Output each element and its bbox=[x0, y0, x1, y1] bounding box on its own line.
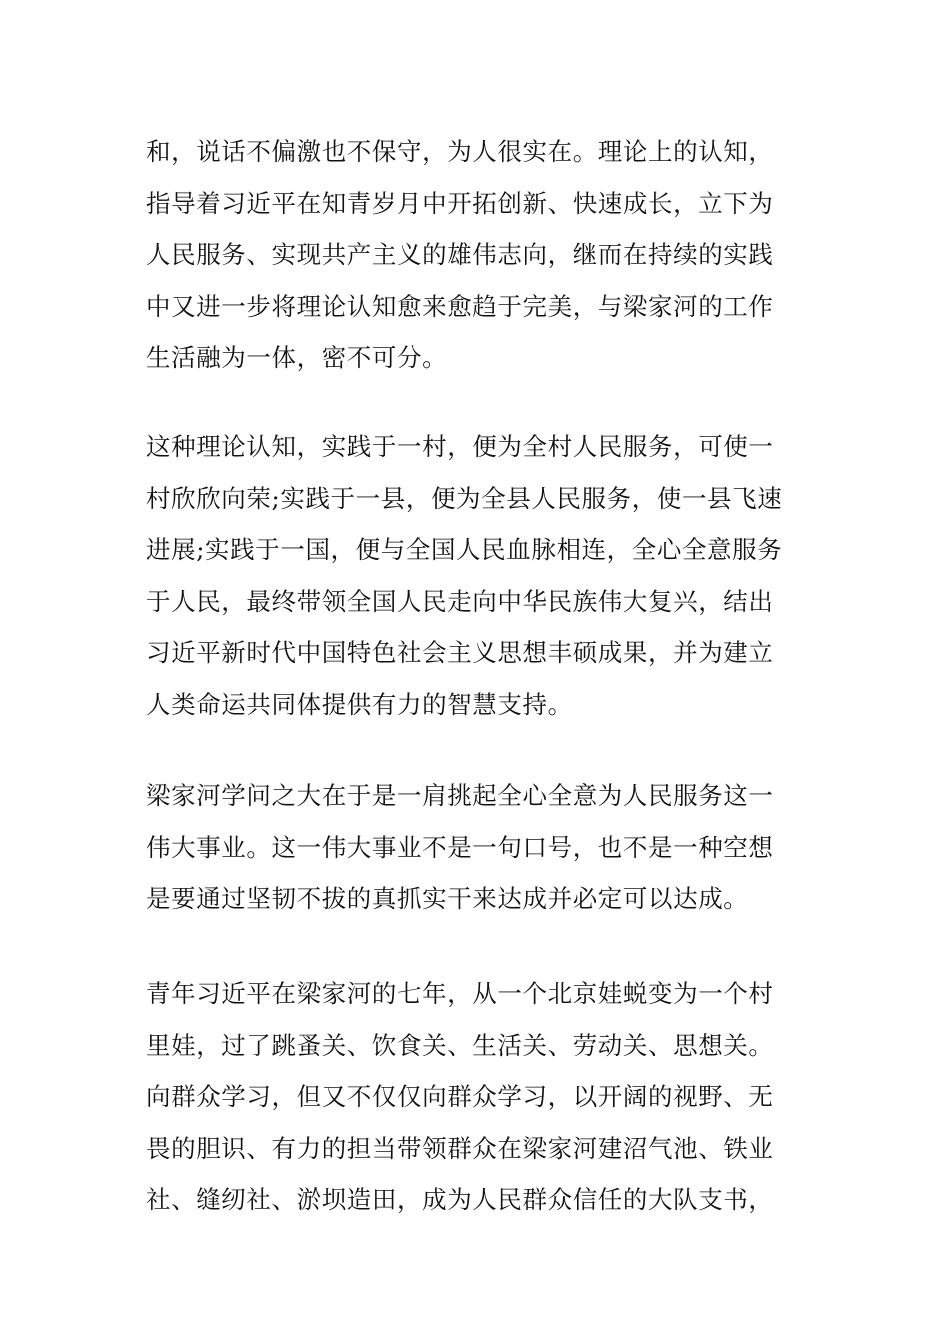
paragraph-2: 这种理论认知，实践于一村，便为全村人民服务，可使一 村欣欣向荣;实践于一县，便为全县人民服务，使一县飞速 进展;实践于一国，便与全国人民血脉相连，全心全意服务 于人民，最终带领全国人民走向中华民族伟大复兴，结出 习近平新时代中国特色社会主义思想丰硕成果，并为建立 人类命运共同体提供有力的智慧支持。 bbox=[146, 432, 783, 719]
paragraph-3: 梁家河学问之大在于是一肩挑起全心全意为人民服务这一 伟大事业。这一伟大事业不是一句口号，也不是一种空想 是要通过坚韧不拔的真抓实干来达成并必定可以达成。 bbox=[146, 781, 774, 914]
paragraph-1: 和，说话不偏激也不保守，为人很实在。理论上的认知， 指导着习近平在知青岁月中开拓创新、快速成长，立下为 人民服务、实现共产主义的雄伟志向，继而在持续的实践 中又进一步将理论认知愈来愈趋于完美，与梁家河的工作 生活融为一体，密不可分。 bbox=[146, 137, 774, 373]
paragraph-4: 青年习近平在梁家河的七年，从一个北京娃蜕变为一个村 里娃，过了跳蚤关、饮食关、生活关、劳动关、思想关。 向群众学习，但又不仅仅向群众学习，以开阔的视野、无 畏的胆识、有力的担当带领群众在梁家河建沼气池、铁业 社、缝纫社、淤坝造田，成为人民群众信任的大队支书， bbox=[146, 979, 774, 1215]
